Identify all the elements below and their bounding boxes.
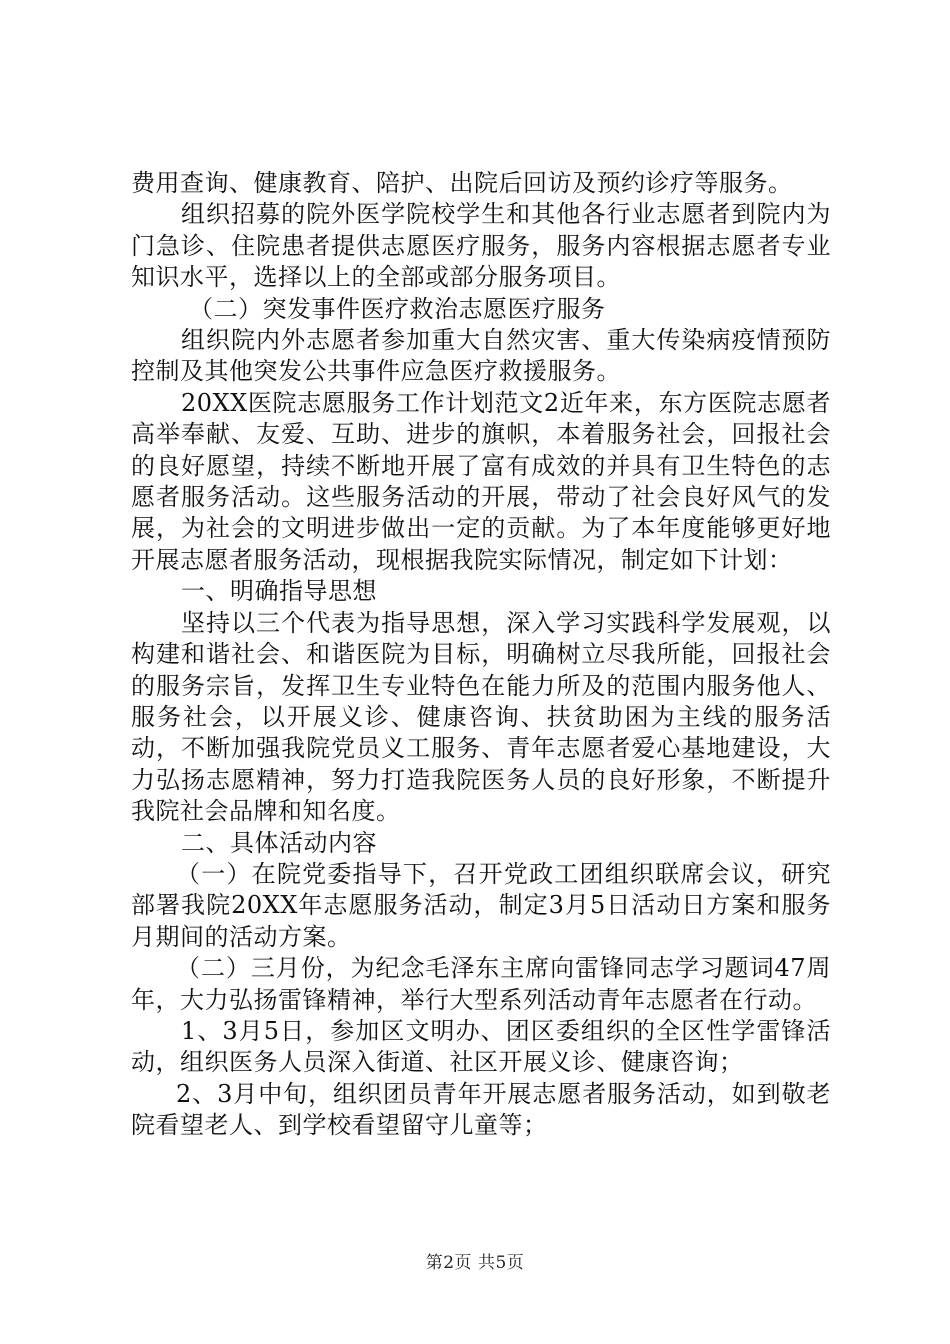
paragraph: 组织院内外志愿者参加重大自然灾害、重大传染病疫情预防控制及其他突发公共事件应急医疗救援服务。: [131, 326, 831, 386]
paragraph: 20XX医院志愿服务工作计划范文2近年来，东方医院志愿者高举奉献、友爱、互助、进步的旗帜，本着服务社会，回报社会的良好愿望，持续不断地开展了富有成效的并具有卫生特色的志愿者服务活动。这些服务活动的开展，带动了社会良好风气的发展，为社会的文明进步做出一定的贡献。为了本年度能够更好地开展志愿者服务活动，现根据我院实际情况，制定如下计划：: [131, 388, 831, 574]
paragraph: 组织招募的院外医学院校学生和其他各行业志愿者到院内为门急诊、住院患者提供志愿医疗服务，服务内容根据志愿者专业知识水平，选择以上的全部或部分服务项目。: [131, 200, 831, 292]
paragraph: （二）突发事件医疗救治志愿医疗服务: [189, 294, 606, 323]
document-body: [131, 168, 831, 1142]
paragraph: 一、明确指导思想: [181, 577, 377, 606]
paragraph: （一）在院党委指导下，召开党政工团组织联席会议，研究部署我院20XX年志愿服务活动，制定3月5日活动日方案和服务月期间的活动方案。: [131, 859, 831, 951]
paragraph: （二）三月份，为纪念毛泽东主席向雷锋同志学习题词47周年，大力弘扬雷锋精神，举行大型系列活动青年志愿者在行动。: [131, 954, 831, 1014]
paragraph: 1、3月5日，参加区文明办、团区委组织的全区性学雷锋活动，组织医务人员深入街道、社区开展义诊、健康咨询；: [131, 1016, 831, 1077]
page-footer: 第2页 共5页: [425, 1253, 525, 1273]
paragraph: 二、具体活动内容: [181, 828, 377, 857]
paragraph: 坚持以三个代表为指导思想，深入学习实践科学发展观，以构建和谐社会、和谐医院为目标，明确树立尽我所能，回报社会的服务宗旨，发挥卫生专业特色在能力所及的范围内服务他人、服务社会，以开展义诊、健康咨询、扶贫助困为主线的服务活动，不断加强我院党员义工服务、青年志愿者爱心基地建设，大力弘扬志愿精神，努力打造我院医务人员的良好形象，不断提升我院社会品牌和知名度。: [131, 608, 831, 826]
paragraph: 费用查询、健康教育、陪护、出院后回访及预约诊疗等服务。: [131, 169, 793, 197]
paragraph: 2、3月中旬，组织团员青年开展志愿者服务活动，如到敬老院看望老人、到学校看望留守儿童等；: [131, 1079, 831, 1140]
